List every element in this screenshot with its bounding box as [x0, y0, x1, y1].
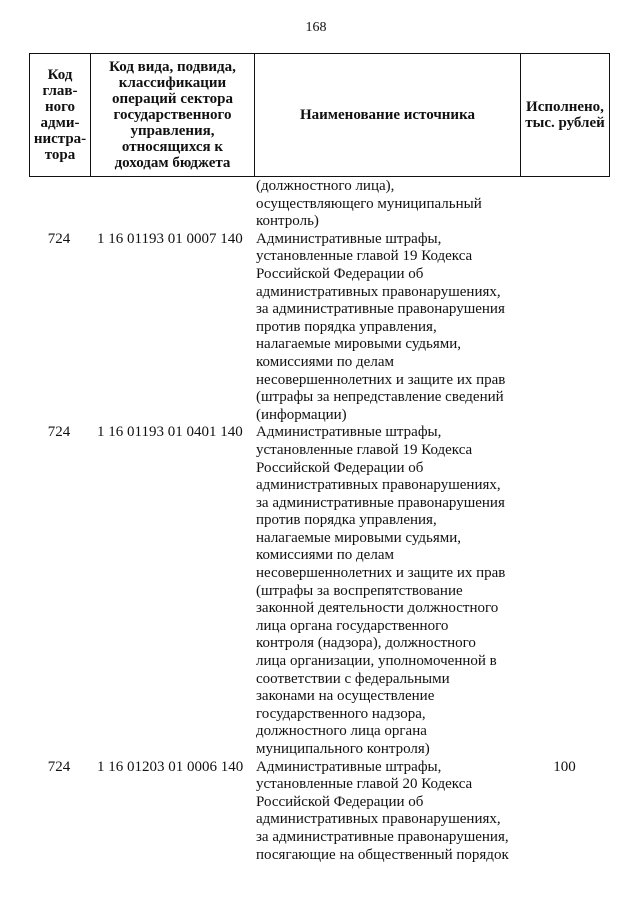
- header-admin-code: Код глав- ного адми- нистра- тора: [33, 67, 87, 163]
- source-name-cell: Административные штрафы, установленные главой 20 Кодекса Российской Федерации об административных правонарушениях, за административные правонарушения, посягающие на общественный порядок: [256, 758, 509, 863]
- admin-code-cell: [29, 178, 89, 231]
- table-header: [29, 53, 610, 177]
- executed-cell: [519, 178, 610, 231]
- table-row: [29, 424, 610, 758]
- executed-cell: 100: [553, 758, 576, 775]
- table-row: [29, 759, 610, 865]
- executed-cell: [519, 424, 610, 758]
- admin-code-cell: 724: [47, 758, 71, 775]
- source-name-cell: Административные штрафы, установленные главой 19 Кодекса Российской Федерации об административных правонарушениях, за административные правонарушения против порядка управления, налагаемые мировыми судьями, комиссиями по делам несовершеннолетних и защите их прав (штрафы за воспрепятствование законной деятельности должностного лица органа государственного контроля (надзора), должностного лица организации, уполномоченной в соответствии с федеральными законами на осуществление государственного надзора, должностного лица органа муниципального контроля): [256, 424, 506, 757]
- type-code-cell: 1 16 01193 01 0401 140: [97, 424, 243, 441]
- table-body: [29, 178, 610, 864]
- page-number: 168: [305, 20, 327, 35]
- admin-code-cell: 724: [47, 424, 71, 441]
- type-code-cell: [89, 178, 253, 231]
- type-code-cell: 1 16 01203 01 0006 140: [97, 758, 244, 775]
- table-row: [29, 178, 610, 231]
- source-name-cell: Административные штрафы, установленные главой 19 Кодекса Российской Федерации об административных правонарушениях, за административные правонарушения против порядка управления, налагаемые мировыми судьями, комиссиями по делам несовершеннолетних и защите их прав (штрафы за непредставление сведений (информации): [256, 230, 506, 423]
- header-executed: Исполнено, тыс. рублей: [520, 54, 609, 176]
- table-row: [29, 231, 610, 425]
- admin-code-cell: 724: [47, 230, 71, 247]
- source-name-cell: (должностного лица), осуществляющего муниципальный контроль): [256, 178, 482, 230]
- executed-cell: [519, 231, 610, 425]
- header-source-name: Наименование источника: [254, 54, 520, 176]
- type-code-cell: 1 16 01193 01 0007 140: [97, 230, 243, 247]
- header-type-code: Код вида, подвида, классификации операций сектора государственного управления, относящихся к доходам бюджета: [90, 54, 254, 176]
